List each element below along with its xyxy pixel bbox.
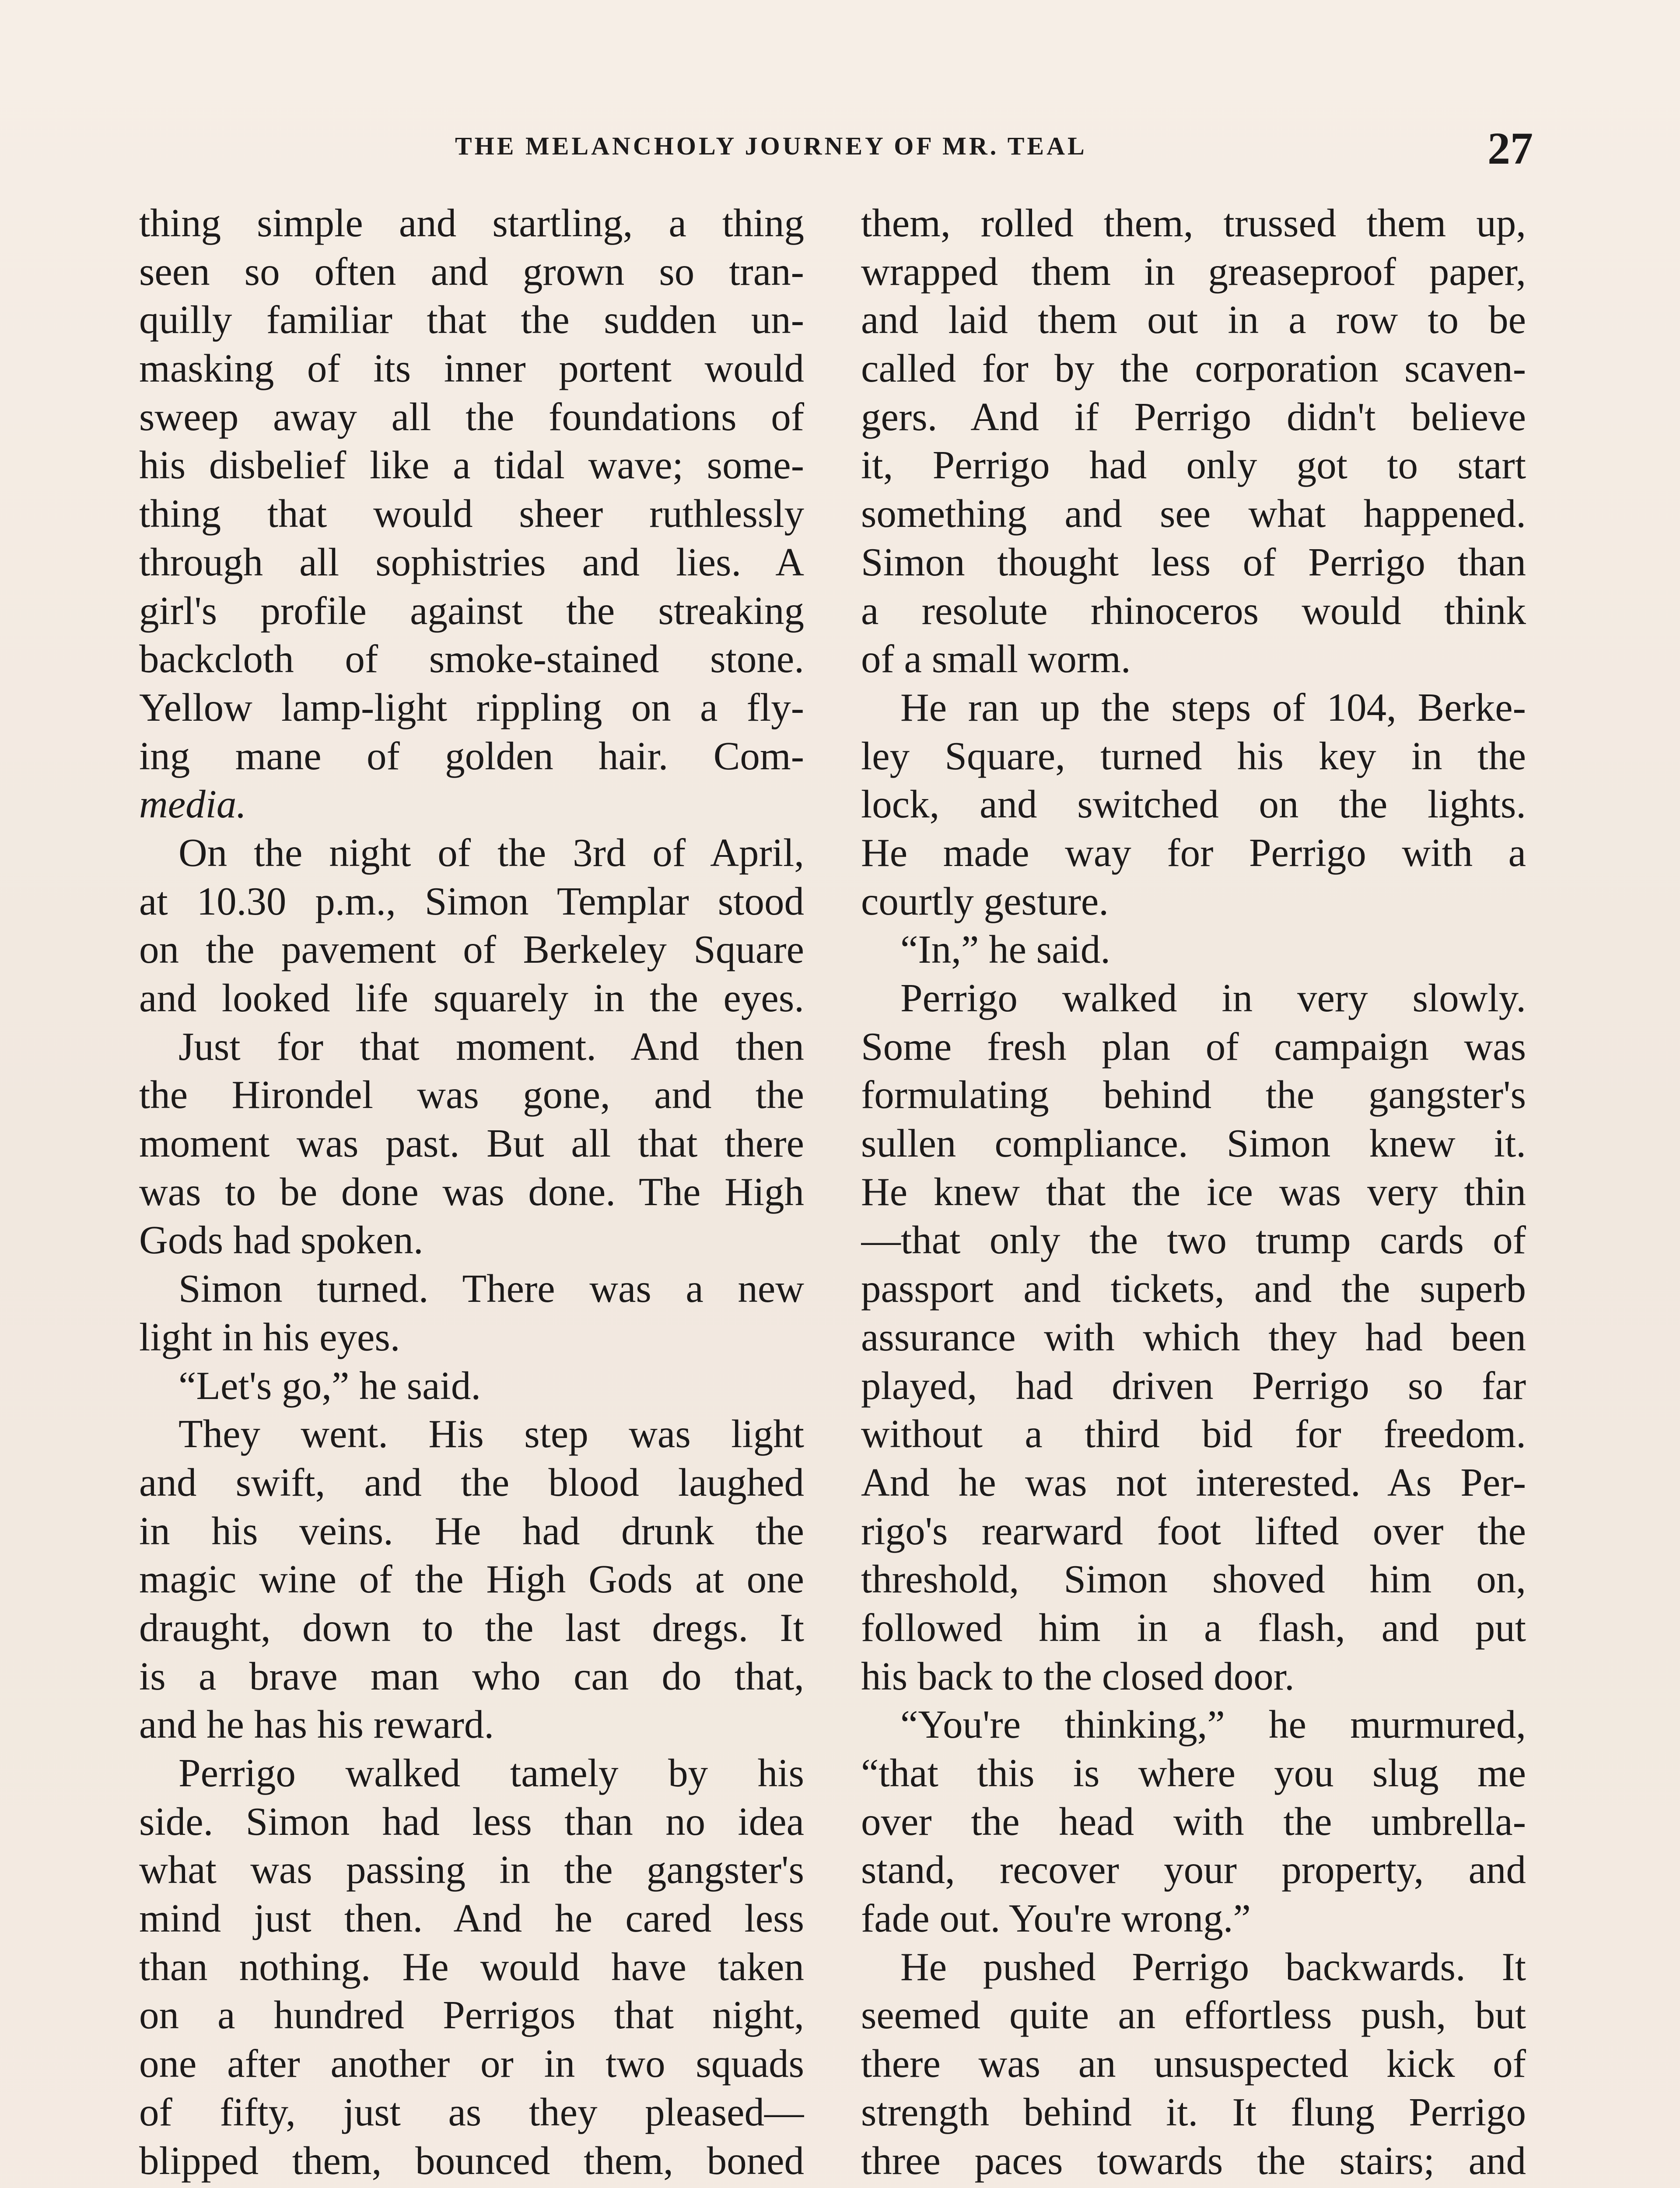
text-line: lock, and switched on the lights. <box>861 782 1526 827</box>
text-line: and laid them out in a row to be <box>861 298 1526 342</box>
text-line: Some fresh plan of campaign was <box>861 1024 1526 1069</box>
text-line: is a brave man who can do that, <box>139 1654 804 1698</box>
text-line: followed him in a flash, and put <box>861 1605 1526 1650</box>
text-line: thing that would sheer ruthlessly <box>139 491 804 536</box>
text-line: without a third bid for freedom. <box>861 1412 1526 1456</box>
text-line: over the head with the umbrella- <box>861 1799 1526 1844</box>
text-line: They went. His step was light <box>178 1412 804 1456</box>
text-line: magic wine of the High Gods at one <box>139 1557 804 1602</box>
right-text-column <box>861 199 1526 2185</box>
text-line: backcloth of smoke-stained stone. <box>139 637 804 681</box>
text-line: wrapped them in greaseproof paper, <box>861 249 1526 294</box>
text-line: light in his eyes. <box>139 1315 400 1359</box>
text-line: there was an unsuspected kick of <box>861 2041 1526 2086</box>
text-line: seemed quite an effortless push, but <box>861 1993 1526 2037</box>
text-line: through all sophistries and lies. A <box>139 540 804 584</box>
text-line: threshold, Simon shoved him on, <box>861 1557 1526 1602</box>
text-line: the Hirondel was gone, and the <box>139 1073 804 1117</box>
text-line: rigo's rearward foot lifted over the <box>861 1508 1526 1553</box>
text-line: three paces towards the stairs; and <box>861 2138 1526 2183</box>
text-line: sweep away all the foundations of <box>139 394 804 439</box>
text-line: quilly familiar that the sudden un- <box>139 298 804 342</box>
text-line: Perrigo walked in very slowly. <box>900 976 1526 1020</box>
text-line: of a small worm. <box>861 637 1131 681</box>
text-line: He pushed Perrigo backwards. It <box>900 1944 1526 1989</box>
text-line: a resolute rhinoceros would think <box>861 588 1526 633</box>
text-line: thing simple and startling, a thing <box>139 201 804 245</box>
text-line: On the night of the 3rd of April, <box>178 830 804 875</box>
text-line: gers. And if Perrigo didn't believe <box>861 394 1526 439</box>
text-line: on a hundred Perrigos that night, <box>139 1993 804 2037</box>
text-line: media. <box>139 782 247 827</box>
text-line: one after another or in two squads <box>139 2041 804 2086</box>
text-line: “You're thinking,” he murmured, <box>900 1702 1526 1747</box>
text-line: Simon thought less of Perrigo than <box>861 540 1526 584</box>
text-line: And he was not interested. As Per- <box>861 1460 1526 1504</box>
text-line: and looked life squarely in the eyes. <box>139 976 804 1020</box>
text-line: them, rolled them, trussed them up, <box>861 201 1526 245</box>
text-line: Perrigo walked tamely by his <box>178 1751 804 1795</box>
text-line: called for by the corporation scaven- <box>861 346 1526 391</box>
text-line: his back to the closed door. <box>861 1654 1295 1698</box>
text-line: stand, recover your property, and <box>861 1848 1526 1892</box>
text-line: strength behind it. It flung Perrigo <box>861 2090 1526 2134</box>
text-line: —that only the two trump cards of <box>861 1218 1526 1262</box>
text-line: “In,” he said. <box>900 927 1111 972</box>
text-line: his disbelief like a tidal wave; some- <box>139 443 804 487</box>
text-line: ley Square, turned his key in the <box>861 733 1526 778</box>
text-line: at 10.30 p.m., Simon Templar stood <box>139 879 804 923</box>
text-line: fade out. You're wrong.” <box>861 1896 1251 1941</box>
text-line: passport and tickets, and the superb <box>861 1266 1526 1311</box>
page-number: 27 <box>1488 123 1533 174</box>
text-line: assurance with which they had been <box>861 1315 1526 1359</box>
text-line: formulating behind the gangster's <box>861 1073 1526 1117</box>
text-line: He ran up the steps of 104, Berke- <box>900 685 1526 729</box>
text-line: mind just then. And he cared less <box>139 1896 804 1941</box>
text-line: courtly gesture. <box>861 879 1109 923</box>
text-line: sullen compliance. Simon knew it. <box>861 1121 1526 1166</box>
text-line: what was passing in the gangster's <box>139 1848 804 1892</box>
text-line: than nothing. He would have taken <box>139 1944 804 1989</box>
text-line: blipped them, bounced them, boned <box>139 2138 804 2183</box>
text-line: Simon turned. There was a new <box>178 1266 804 1311</box>
text-line: it, Perrigo had only got to start <box>861 443 1526 487</box>
text-line: in his veins. He had drunk the <box>139 1508 804 1553</box>
text-line: moment was past. But all that there <box>139 1121 804 1166</box>
text-line: He made way for Perrigo with a <box>861 830 1526 875</box>
text-line: something and see what happened. <box>861 491 1526 536</box>
text-line: Yellow lamp-light rippling on a fly- <box>139 685 804 729</box>
text-line: Gods had spoken. <box>139 1218 424 1262</box>
text-line: played, had driven Perrigo so far <box>861 1363 1526 1408</box>
text-line: and swift, and the blood laughed <box>139 1460 804 1504</box>
text-line: and he has his reward. <box>139 1702 494 1747</box>
text-line: “that this is where you slug me <box>861 1751 1526 1795</box>
text-line: ing mane of golden hair. Com- <box>139 733 804 778</box>
text-line: girl's profile against the streaking <box>139 588 804 633</box>
text-line: of fifty, just as they pleased— <box>139 2090 804 2134</box>
text-line: seen so often and grown so tran- <box>139 249 804 294</box>
running-head: THE MELANCHOLY JOURNEY OF MR. TEAL <box>455 132 1087 160</box>
text-line: was to be done was done. The High <box>139 1169 804 1214</box>
text-line: draught, down to the last dregs. It <box>139 1605 804 1650</box>
text-line: Just for that moment. And then <box>178 1024 804 1069</box>
left-text-column <box>139 199 804 2185</box>
text-line: masking of its inner portent would <box>139 346 804 391</box>
text-line: side. Simon had less than no idea <box>139 1799 804 1844</box>
text-line: on the pavement of Berkeley Square <box>139 927 804 972</box>
text-line: “Let's go,” he said. <box>178 1363 481 1408</box>
text-line: He knew that the ice was very thin <box>861 1169 1526 1214</box>
